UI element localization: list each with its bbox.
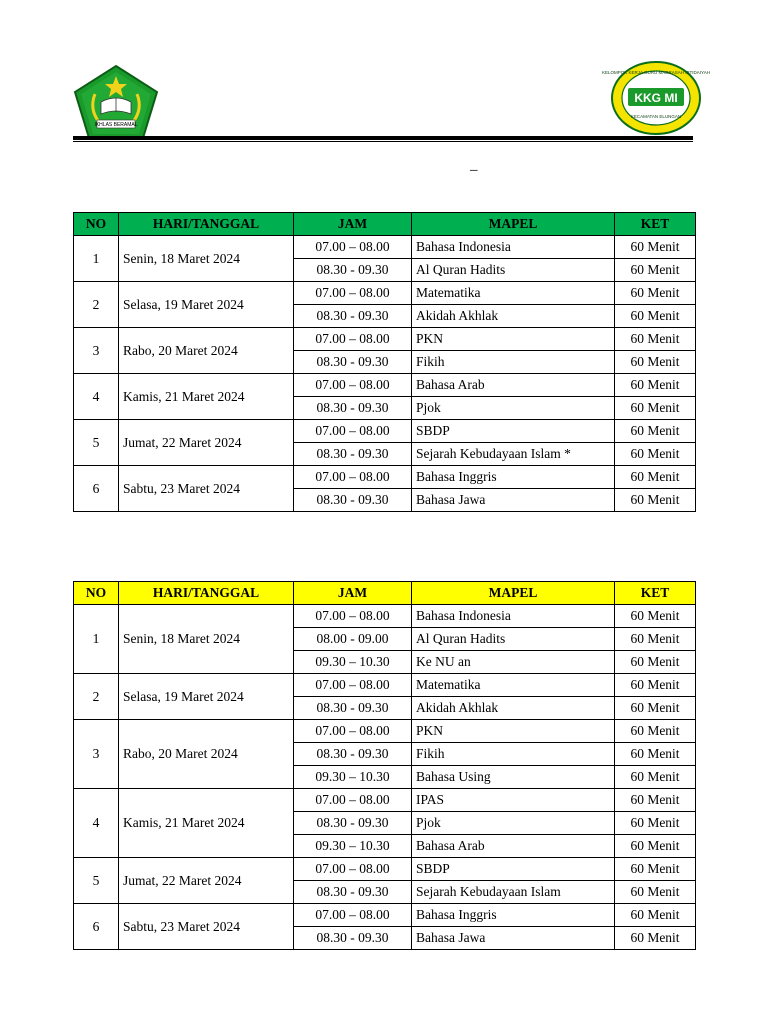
kkg-mi-badge-text: KKG MI bbox=[634, 91, 678, 105]
cell-no: 1 bbox=[74, 236, 119, 282]
cell-jam: 09.30 – 10.30 bbox=[294, 651, 412, 674]
table-row bbox=[74, 605, 696, 628]
header-col-hari-tanggal: HARI/TANGGAL bbox=[119, 213, 294, 236]
cell-jam: 08.30 - 09.30 bbox=[294, 259, 412, 282]
cell-mapel: Bahasa Inggris bbox=[412, 466, 615, 489]
cell-jam: 07.00 – 08.00 bbox=[294, 236, 412, 259]
cell-jam: 07.00 – 08.00 bbox=[294, 466, 412, 489]
header-rule bbox=[73, 136, 693, 140]
cell-ket: 60 Menit bbox=[615, 858, 696, 881]
cell-jam: 08.30 - 09.30 bbox=[294, 881, 412, 904]
cell-no: 3 bbox=[74, 328, 119, 374]
table-row bbox=[74, 420, 696, 443]
cell-mapel: Al Quran Hadits bbox=[412, 259, 615, 282]
cell-jam: 07.00 – 08.00 bbox=[294, 904, 412, 927]
cell-ket: 60 Menit bbox=[615, 328, 696, 351]
header-col-ket: KET bbox=[615, 582, 696, 605]
kkg-mi-bottom-text: KECAMATAN ELUNGAN bbox=[630, 114, 682, 119]
cell-no: 6 bbox=[74, 466, 119, 512]
cell-ket: 60 Menit bbox=[615, 628, 696, 651]
cell-jam: 07.00 – 08.00 bbox=[294, 374, 412, 397]
cell-mapel: Akidah Akhlak bbox=[412, 697, 615, 720]
cell-mapel: Pjok bbox=[412, 397, 615, 420]
cell-jam: 08.30 - 09.30 bbox=[294, 697, 412, 720]
cell-hari-tanggal: Sabtu, 23 Maret 2024 bbox=[119, 904, 294, 950]
cell-mapel: Sejarah Kebudayaan Islam * bbox=[412, 443, 615, 466]
cell-hari-tanggal: Senin, 18 Maret 2024 bbox=[119, 236, 294, 282]
cell-ket: 60 Menit bbox=[615, 443, 696, 466]
cell-ket: 60 Menit bbox=[615, 282, 696, 305]
cell-no: 3 bbox=[74, 720, 119, 789]
cell-mapel: Bahasa Inggris bbox=[412, 904, 615, 927]
cell-mapel: Bahasa Jawa bbox=[412, 489, 615, 512]
cell-ket: 60 Menit bbox=[615, 351, 696, 374]
cell-mapel: Al Quran Hadits bbox=[412, 628, 615, 651]
cell-hari-tanggal: Selasa, 19 Maret 2024 bbox=[119, 674, 294, 720]
table-row bbox=[74, 374, 696, 397]
table-body bbox=[74, 605, 696, 950]
cell-jam: 07.00 – 08.00 bbox=[294, 720, 412, 743]
cell-no: 1 bbox=[74, 605, 119, 674]
cell-mapel: Akidah Akhlak bbox=[412, 305, 615, 328]
table-row bbox=[74, 720, 696, 743]
cell-mapel: PKN bbox=[412, 720, 615, 743]
cell-hari-tanggal: Kamis, 21 Maret 2024 bbox=[119, 374, 294, 420]
header-col-hari-tanggal: HARI/TANGGAL bbox=[119, 582, 294, 605]
cell-hari-tanggal: Selasa, 19 Maret 2024 bbox=[119, 282, 294, 328]
cell-hari-tanggal: Sabtu, 23 Maret 2024 bbox=[119, 466, 294, 512]
cell-no: 2 bbox=[74, 282, 119, 328]
cell-ket: 60 Menit bbox=[615, 697, 696, 720]
title-dash: – bbox=[470, 162, 478, 178]
cell-no: 5 bbox=[74, 858, 119, 904]
table-row bbox=[74, 789, 696, 812]
table-row bbox=[74, 674, 696, 697]
cell-mapel: IPAS bbox=[412, 789, 615, 812]
cell-mapel: Bahasa Using bbox=[412, 766, 615, 789]
header-col-mapel: MAPEL bbox=[412, 213, 615, 236]
cell-ket: 60 Menit bbox=[615, 674, 696, 697]
cell-ket: 60 Menit bbox=[615, 259, 696, 282]
cell-jam: 08.30 - 09.30 bbox=[294, 812, 412, 835]
cell-jam: 07.00 – 08.00 bbox=[294, 789, 412, 812]
cell-jam: 08.30 - 09.30 bbox=[294, 927, 412, 950]
cell-jam: 07.00 – 08.00 bbox=[294, 328, 412, 351]
cell-no: 2 bbox=[74, 674, 119, 720]
cell-ket: 60 Menit bbox=[615, 489, 696, 512]
cell-ket: 60 Menit bbox=[615, 374, 696, 397]
cell-jam: 07.00 – 08.00 bbox=[294, 282, 412, 305]
cell-mapel: Ke NU an bbox=[412, 651, 615, 674]
cell-hari-tanggal: Jumat, 22 Maret 2024 bbox=[119, 420, 294, 466]
schedule-table-1 bbox=[73, 212, 696, 512]
header-col-no: NO bbox=[74, 213, 119, 236]
header-col-ket: KET bbox=[615, 213, 696, 236]
cell-mapel: Matematika bbox=[412, 282, 615, 305]
cell-ket: 60 Menit bbox=[615, 651, 696, 674]
cell-ket: 60 Menit bbox=[615, 789, 696, 812]
cell-ket: 60 Menit bbox=[615, 605, 696, 628]
cell-ket: 60 Menit bbox=[615, 720, 696, 743]
table-row bbox=[74, 328, 696, 351]
cell-mapel: Fikih bbox=[412, 743, 615, 766]
table-row bbox=[74, 466, 696, 489]
table-row bbox=[74, 904, 696, 927]
cell-no: 4 bbox=[74, 789, 119, 858]
cell-no: 4 bbox=[74, 374, 119, 420]
table-header-row bbox=[74, 213, 696, 236]
table-row bbox=[74, 858, 696, 881]
cell-mapel: PKN bbox=[412, 328, 615, 351]
header-col-mapel: MAPEL bbox=[412, 582, 615, 605]
cell-no: 5 bbox=[74, 420, 119, 466]
table-body bbox=[74, 236, 696, 512]
table-header-row bbox=[74, 582, 696, 605]
cell-hari-tanggal: Jumat, 22 Maret 2024 bbox=[119, 858, 294, 904]
cell-jam: 08.30 - 09.30 bbox=[294, 397, 412, 420]
cell-mapel: Bahasa Jawa bbox=[412, 927, 615, 950]
cell-mapel: Bahasa Indonesia bbox=[412, 605, 615, 628]
cell-jam: 09.30 – 10.30 bbox=[294, 766, 412, 789]
cell-jam: 07.00 – 08.00 bbox=[294, 858, 412, 881]
cell-ket: 60 Menit bbox=[615, 305, 696, 328]
cell-jam: 08.30 - 09.30 bbox=[294, 743, 412, 766]
cell-jam: 09.30 – 10.30 bbox=[294, 835, 412, 858]
header-col-jam: JAM bbox=[294, 213, 412, 236]
cell-ket: 60 Menit bbox=[615, 835, 696, 858]
cell-mapel: Fikih bbox=[412, 351, 615, 374]
cell-hari-tanggal: Kamis, 21 Maret 2024 bbox=[119, 789, 294, 858]
kemenag-logo bbox=[73, 64, 159, 140]
header-rule-thin bbox=[73, 141, 693, 142]
header-col-jam: JAM bbox=[294, 582, 412, 605]
cell-hari-tanggal: Rabo, 20 Maret 2024 bbox=[119, 720, 294, 789]
cell-jam: 07.00 – 08.00 bbox=[294, 605, 412, 628]
cell-jam: 08.00 - 09.00 bbox=[294, 628, 412, 651]
cell-mapel: Pjok bbox=[412, 812, 615, 835]
cell-ket: 60 Menit bbox=[615, 236, 696, 259]
cell-jam: 07.00 – 08.00 bbox=[294, 674, 412, 697]
cell-ket: 60 Menit bbox=[615, 743, 696, 766]
kemenag-logo-motto: IKHLAS BERAMAL bbox=[94, 122, 138, 128]
schedule-table-2 bbox=[73, 581, 696, 950]
cell-ket: 60 Menit bbox=[615, 904, 696, 927]
cell-ket: 60 Menit bbox=[615, 927, 696, 950]
cell-jam: 08.30 - 09.30 bbox=[294, 305, 412, 328]
cell-mapel: Bahasa Indonesia bbox=[412, 236, 615, 259]
cell-ket: 60 Menit bbox=[615, 766, 696, 789]
table-row bbox=[74, 282, 696, 305]
cell-ket: 60 Menit bbox=[615, 881, 696, 904]
header-col-no: NO bbox=[74, 582, 119, 605]
cell-mapel: Bahasa Arab bbox=[412, 835, 615, 858]
cell-jam: 08.30 - 09.30 bbox=[294, 489, 412, 512]
cell-mapel: Matematika bbox=[412, 674, 615, 697]
cell-mapel: SBDP bbox=[412, 420, 615, 443]
table-row bbox=[74, 236, 696, 259]
cell-no: 6 bbox=[74, 904, 119, 950]
cell-hari-tanggal: Rabo, 20 Maret 2024 bbox=[119, 328, 294, 374]
cell-jam: 08.30 - 09.30 bbox=[294, 351, 412, 374]
kkg-mi-ring-text: KELOMPOK KERJA GURU MADRASAH IBTIDAIYAH bbox=[602, 70, 710, 75]
cell-ket: 60 Menit bbox=[615, 420, 696, 443]
cell-ket: 60 Menit bbox=[615, 812, 696, 835]
cell-mapel: Sejarah Kebudayaan Islam bbox=[412, 881, 615, 904]
cell-mapel: SBDP bbox=[412, 858, 615, 881]
cell-hari-tanggal: Senin, 18 Maret 2024 bbox=[119, 605, 294, 674]
cell-jam: 08.30 - 09.30 bbox=[294, 443, 412, 466]
cell-ket: 60 Menit bbox=[615, 466, 696, 489]
cell-mapel: Bahasa Arab bbox=[412, 374, 615, 397]
cell-jam: 07.00 – 08.00 bbox=[294, 420, 412, 443]
kkg-mi-logo bbox=[602, 60, 710, 136]
cell-ket: 60 Menit bbox=[615, 397, 696, 420]
